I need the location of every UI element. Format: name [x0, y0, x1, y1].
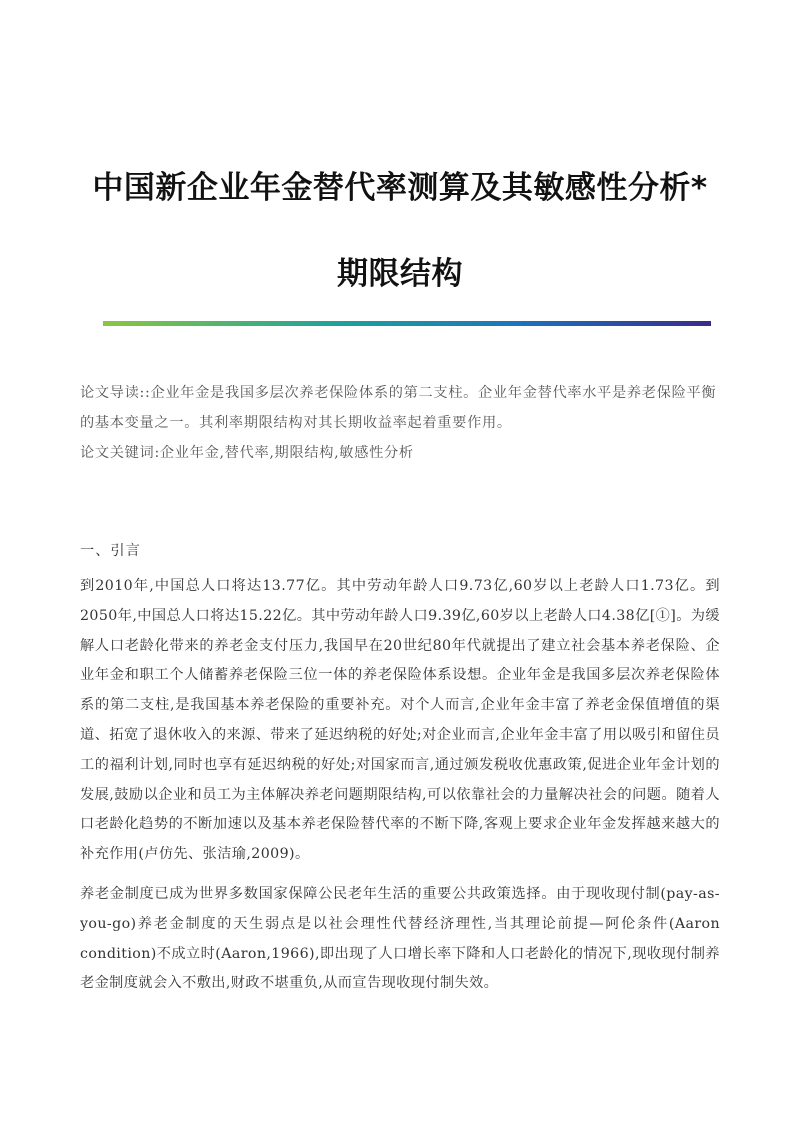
body-text: [80, 572, 720, 1009]
body-paragraph: 到2010年,中国总人口将达13.77亿。其中劳动年龄人口9.73亿,60岁以上老龄人口1.73亿。到2050年,中国总人口将达15.22亿。其中劳动年龄人口9.39亿,60岁以上老龄人口4.38亿[①]。为缓解人口老龄化带来的养老金支付压力,我国早在20世纪80年代就提出了建立社会基本养老保险、企业年金和职工个人储蓄养老保险三位一体的养老保险体系设想。企业年金是我国多层次养老保险体系的第二支柱,是我国基本养老保险的重要补充。对个人而言,企业年金丰富了养老金保值增值的渠道、拓宽了退休收入的来源、带来了延迟纳税的好处;对企业而言,企业年金丰富了用以吸引和留住员工的福利计划,同时也享有延迟纳税的好处;对国家而言,通过颁发税收优惠政策,促进企业年金计划的发展,鼓励以企业和员工为主体解决养老问题期限结构,可以依靠社会的力量解决社会的问题。随着人口老龄化趋势的不断加速以及基本养老保险替代率的不断下降,客观上要求企业年金发挥越来越大的补充作用(卢仿先、张洁瑜,2009)。: [80, 578, 720, 863]
abstract-block: [80, 378, 725, 468]
body-paragraph: 养老金制度已成为世界多数国家保障公民老年生活的重要公共政策选择。由于现收现付制(pay-as-you-go)养老金制度的天生弱点是以社会理性代替经济理性,当其理论前提—阿伦条件(Aaron condition)不成立时(Aaron,1966),即出现了人口增长率下降和人口老龄化的情况下,现收现付制养老金制度就会入不敷出,财政不堪重负,从而宣告现收现付制失效。: [80, 885, 720, 992]
title-divider: [103, 321, 711, 326]
abstract-keywords: 论文关键词:企业年金,替代率,期限结构,敏感性分析: [80, 445, 414, 461]
section-heading: 一、引言: [80, 543, 141, 559]
abstract-intro: 论文导读::企业年金是我国多层次养老保险体系的第二支柱。企业年金替代率水平是养老保险平衡的基本变量之一。其利率期限结构对其长期收益率起着重要作用。: [80, 385, 717, 431]
document-title: 中国新企业年金替代率测算及其敏感性分析*: [92, 170, 708, 206]
document-title-line2: 期限结构: [337, 256, 463, 292]
